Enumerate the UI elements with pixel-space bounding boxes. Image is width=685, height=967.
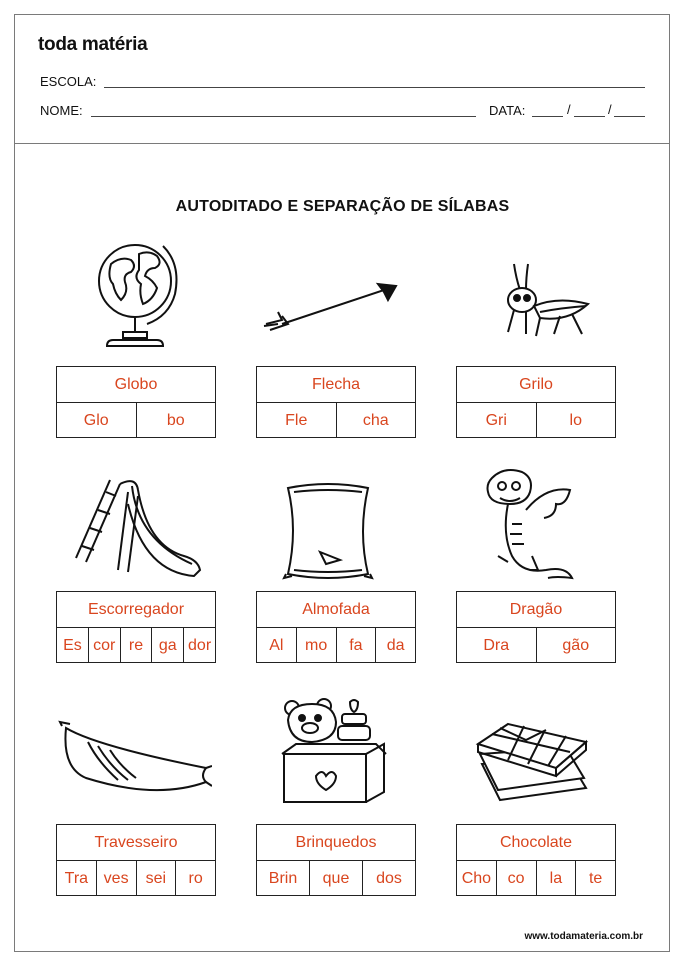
word-label: Globo <box>57 367 215 403</box>
word-card-travesseiro <box>56 824 216 896</box>
cricket-icon <box>500 262 592 346</box>
syllable-cell[interactable]: bo <box>166 411 185 429</box>
syllable-row <box>57 403 215 438</box>
syllable-row <box>457 628 615 663</box>
slide-icon <box>72 476 204 578</box>
date-day-line[interactable] <box>532 116 563 117</box>
word-label: Flecha <box>257 367 415 403</box>
syllable-row <box>57 861 215 896</box>
syllable-cell[interactable]: Cho <box>457 861 497 896</box>
syllable-cell[interactable]: la <box>537 861 577 896</box>
word-label: Chocolate <box>457 825 615 861</box>
syllable-row <box>257 861 415 896</box>
word-label: Travesseiro <box>57 825 215 861</box>
word-label: Grilo <box>457 367 615 403</box>
syllable-cell[interactable]: ves <box>97 861 137 896</box>
syllable-row <box>257 628 415 663</box>
syllable-cell[interactable]: dor <box>188 636 212 654</box>
cushion-icon <box>280 482 376 580</box>
syllable-row <box>457 861 615 896</box>
brand-logo: toda matéria <box>38 34 148 55</box>
syllable-cell[interactable]: que <box>310 861 363 896</box>
syllable-cell[interactable]: dos <box>376 869 402 887</box>
pillow-icon <box>58 720 212 794</box>
school-input-line[interactable] <box>104 87 645 88</box>
word-label: Brinquedos <box>257 825 415 861</box>
word-card-dragao <box>456 591 616 663</box>
footer-url[interactable]: www.todamateria.com.br <box>524 931 643 942</box>
syllable-cell[interactable]: ga <box>152 628 184 663</box>
syllable-cell[interactable]: re <box>121 628 153 663</box>
toy-box-icon <box>280 696 388 804</box>
name-input-line[interactable] <box>91 116 476 117</box>
syllable-cell[interactable]: cor <box>89 628 121 663</box>
word-label: Escorregador <box>57 592 215 628</box>
syllable-row <box>257 403 415 438</box>
syllable-cell[interactable]: Es <box>57 628 89 663</box>
syllable-cell[interactable]: Tra <box>57 861 97 896</box>
syllable-cell[interactable]: Fle <box>257 403 337 438</box>
syllable-cell[interactable]: Al <box>257 628 297 663</box>
syllable-cell[interactable]: sei <box>137 861 177 896</box>
syllable-cell[interactable]: ro <box>188 869 203 887</box>
syllable-cell[interactable]: co <box>497 861 537 896</box>
header-divider <box>14 143 670 144</box>
chocolate-icon <box>474 722 592 802</box>
syllable-cell[interactable]: Glo <box>57 403 137 438</box>
word-card-almofada <box>256 591 416 663</box>
date-month-line[interactable] <box>574 116 605 117</box>
school-label: ESCOLA: <box>40 74 97 89</box>
dragon-icon <box>478 464 578 584</box>
syllable-cell[interactable]: lo <box>569 411 582 429</box>
name-label: NOME: <box>40 103 83 118</box>
syllable-cell[interactable]: Dra <box>457 628 537 663</box>
syllable-cell[interactable]: gão <box>562 636 590 654</box>
word-card-escorregador <box>56 591 216 663</box>
syllable-row <box>457 403 615 438</box>
syllable-cell[interactable]: cha <box>362 411 389 429</box>
word-card-brinquedos <box>256 824 416 896</box>
date-separator: / <box>567 102 571 117</box>
syllable-cell[interactable]: mo <box>297 628 337 663</box>
syllable-cell[interactable]: da <box>386 636 405 654</box>
globe-icon <box>93 236 187 354</box>
date-separator: / <box>608 102 612 117</box>
syllable-cell[interactable]: Gri <box>457 403 537 438</box>
syllable-cell[interactable]: fa <box>337 628 377 663</box>
word-label: Almofada <box>257 592 415 628</box>
arrow-icon <box>262 280 408 336</box>
word-card-flecha <box>256 366 416 438</box>
word-label: Dragão <box>457 592 615 628</box>
date-label: DATA: <box>489 103 526 118</box>
word-card-chocolate <box>456 824 616 896</box>
worksheet-title: AUTODITADO E SEPARAÇÃO DE SÍLABAS <box>175 198 510 215</box>
syllable-cell[interactable]: Brin <box>257 861 310 896</box>
date-year-line[interactable] <box>614 116 645 117</box>
word-card-globo <box>56 366 216 438</box>
syllable-row <box>57 628 215 663</box>
word-card-grilo <box>456 366 616 438</box>
syllable-cell[interactable]: te <box>588 869 603 887</box>
